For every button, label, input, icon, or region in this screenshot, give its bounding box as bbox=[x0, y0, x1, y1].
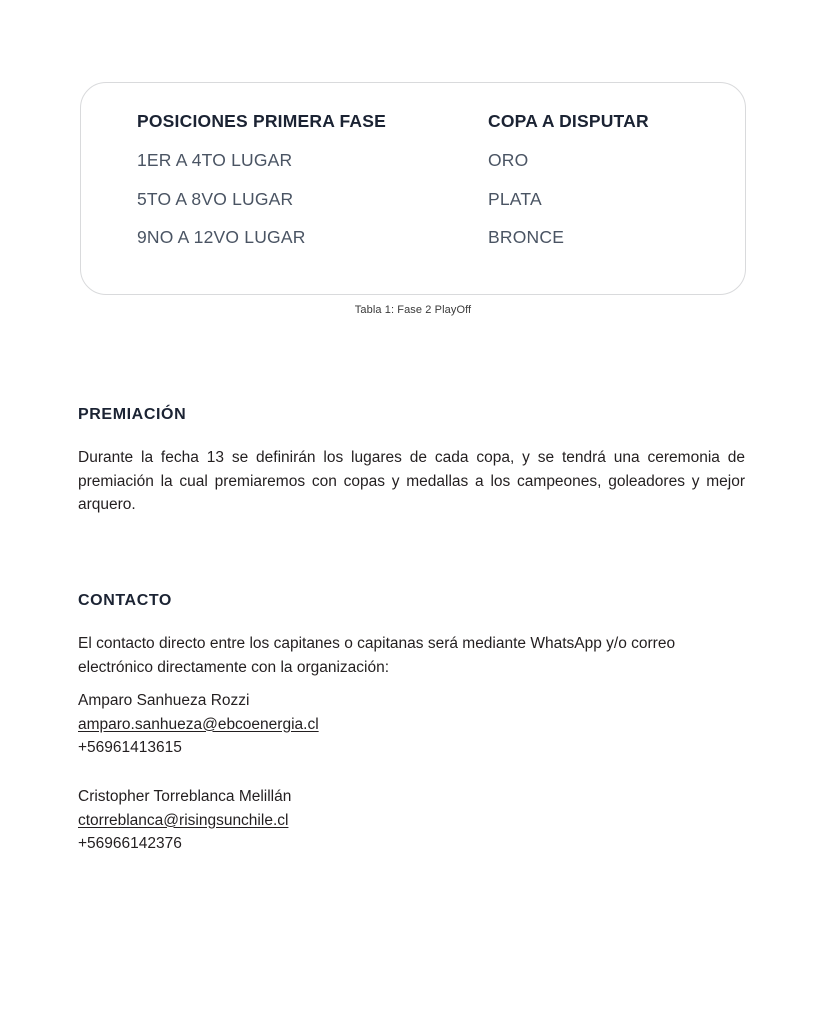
cell-cup: ORO bbox=[488, 149, 529, 170]
cell-positions: 9NO A 12VO LUGAR bbox=[137, 227, 306, 248]
table-caption: Tabla 1: Fase 2 PlayOff bbox=[354, 304, 472, 316]
contact-entry bbox=[78, 785, 578, 856]
section-heading-contacto: CONTACTO bbox=[78, 592, 172, 609]
contact-name: Amparo Sanhueza Rozzi bbox=[78, 692, 250, 709]
cell-positions: 5TO A 8VO LUGAR bbox=[137, 188, 294, 209]
playoff-table-card bbox=[80, 82, 746, 295]
section-body-premiacion: Durante la fecha 13 se definirán los lugares de cada copa, y se tendrá una ceremonia de premiación la cual premiaremos con copas y medallas a los campeones, goleadores y mejor arquero. bbox=[78, 449, 745, 513]
section-body-contacto: El contacto directo entre los capitanes o capitanas será mediante WhatsApp y/o correo electrónico directamente con la organización: bbox=[78, 635, 676, 676]
cell-cup: PLATA bbox=[488, 188, 542, 209]
contact-email-link[interactable]: ctorreblanca@risingsunchile.cl bbox=[78, 811, 289, 829]
table-row bbox=[137, 149, 719, 172]
contact-entry bbox=[78, 689, 578, 760]
column-header-cup: COPA A DISPUTAR bbox=[488, 111, 649, 131]
contact-name: Cristopher Torreblanca Melillán bbox=[78, 788, 292, 805]
table-row bbox=[137, 226, 719, 249]
contact-phone: +56961413615 bbox=[78, 739, 182, 756]
playoff-table bbox=[137, 110, 719, 249]
contact-email-link[interactable]: amparo.sanhueza@ebcoenergia.cl bbox=[78, 715, 319, 733]
cell-cup: BRONCE bbox=[488, 227, 565, 248]
cell-positions: 1ER A 4TO LUGAR bbox=[137, 149, 293, 170]
table-row bbox=[137, 188, 719, 211]
section-heading-premiacion: PREMIACIÓN bbox=[78, 406, 187, 423]
contact-phone: +56966142376 bbox=[78, 835, 182, 852]
column-header-positions: POSICIONES PRIMERA FASE bbox=[137, 111, 386, 131]
table-header-row bbox=[137, 110, 719, 133]
